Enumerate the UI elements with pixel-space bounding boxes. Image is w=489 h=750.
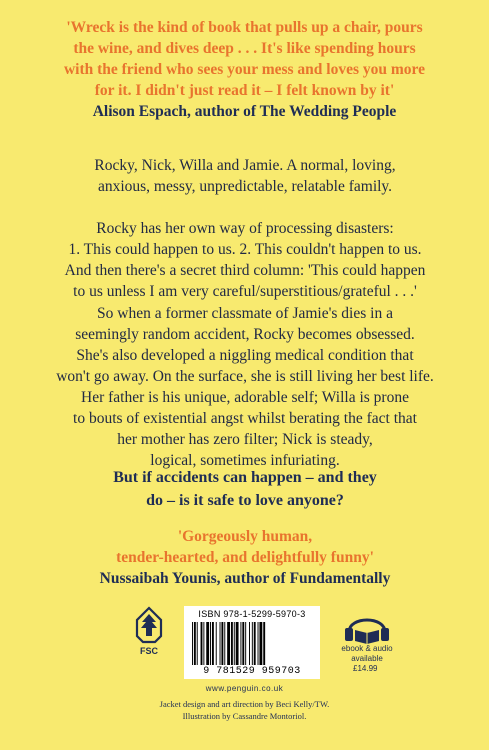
audio-label-line: available bbox=[351, 654, 383, 663]
bottom-review-quote bbox=[40, 526, 450, 589]
barcode-bar bbox=[236, 622, 239, 665]
blurb-line: 1. This could happen to us. 2. This couldn't happen to us. bbox=[68, 241, 422, 258]
blurb-line: Her father is his unique, adorable self; Willa is prone bbox=[81, 389, 409, 406]
barcode bbox=[184, 606, 320, 679]
barcode-bar bbox=[197, 622, 198, 665]
credit-line: Jacket design and art direction by Beci Kelly/TW. bbox=[159, 699, 330, 709]
barcode-bar bbox=[263, 622, 265, 665]
barcode-bar bbox=[227, 622, 230, 665]
barcode-bar bbox=[259, 622, 262, 665]
barcode-bar bbox=[231, 622, 233, 665]
barcode-bar bbox=[234, 622, 235, 665]
top-quote-author: Alison Espach, author of The Wedding People bbox=[92, 103, 397, 120]
top-quote-line-4: for it. I didn't just read it – I felt known by it' bbox=[94, 82, 395, 99]
blurb-line: Rocky, Nick, Willa and Jamie. A normal, loving, bbox=[94, 157, 396, 174]
top-review-quote bbox=[38, 17, 451, 122]
barcode-bar bbox=[216, 622, 217, 665]
barcode-bar bbox=[206, 622, 209, 665]
blurb-line: Rocky has her own way of processing disasters: bbox=[96, 220, 394, 237]
fsc-label: FSC bbox=[140, 646, 158, 656]
top-quote-line-1: 'Wreck is the kind of book that pulls up a chair, pours bbox=[66, 19, 423, 36]
tagline-line-1: But if accidents can happen – and they bbox=[113, 469, 377, 486]
barcode-bar bbox=[212, 622, 214, 665]
blurb-paragraph-3 bbox=[40, 303, 450, 471]
isbn-text: ISBN 978-1-5299-5970-3 bbox=[198, 609, 306, 619]
fsc-logo bbox=[131, 606, 167, 660]
price: £14.99 bbox=[353, 664, 378, 673]
blurb-line: seemingly random accident, Rocky becomes obsessed. bbox=[75, 326, 415, 343]
blurb-line: won't go away. On the surface, she is still living her best life. bbox=[56, 368, 434, 385]
barcode-bar bbox=[224, 622, 225, 665]
barcode-bar bbox=[254, 622, 256, 665]
blurb-line: So when a former classmate of Jamie's dies in a bbox=[97, 305, 393, 322]
barcode-bar bbox=[249, 622, 250, 665]
credits bbox=[0, 698, 489, 722]
blurb-line: to us unless I am very careful/superstitious/grateful . . .' bbox=[73, 283, 417, 300]
credit-line: Illustration by Cassandre Montoriol. bbox=[182, 711, 307, 721]
blurb-line: her mother has zero filter; Nick is steady, bbox=[117, 431, 373, 448]
barcode-bars bbox=[192, 622, 312, 665]
blurb-line: to bouts of existential angst whilst berating the fact that bbox=[73, 410, 417, 427]
barcode-bar bbox=[258, 622, 259, 665]
top-quote-line-3: with the friend who sees your mess and loves you more bbox=[63, 61, 426, 78]
bottom-quote-line-1: 'Gorgeously human, bbox=[177, 528, 313, 545]
barcode-bar bbox=[192, 622, 193, 665]
barcode-bar bbox=[201, 622, 203, 665]
publisher-website[interactable]: www.penguin.co.uk bbox=[205, 684, 284, 693]
bottom-quote-line-2: tender-hearted, and delightfully funny' bbox=[116, 549, 374, 566]
ebook-audio-badge bbox=[339, 610, 395, 685]
headphones-book-icon bbox=[339, 610, 395, 644]
audio-label-line: ebook & audio bbox=[341, 644, 393, 653]
audio-label bbox=[335, 644, 399, 664]
barcode-bar bbox=[252, 622, 253, 665]
blurb-line: She's also developed a niggling medical condition that bbox=[76, 347, 414, 364]
blurb-paragraph-1 bbox=[40, 155, 450, 197]
barcode-number: 9 781529 959703 bbox=[203, 666, 301, 677]
blurb-paragraph-2 bbox=[40, 218, 450, 302]
barcode-bar bbox=[203, 622, 204, 665]
blurb-line: anxious, messy, unpredictable, relatable family. bbox=[97, 178, 393, 195]
bottom-quote-author: Nussaibah Younis, author of Fundamentally bbox=[99, 570, 391, 587]
fsc-tree-icon bbox=[131, 606, 167, 644]
tagline-line-2: do – is it safe to love anyone? bbox=[146, 492, 344, 509]
tagline bbox=[40, 466, 450, 512]
barcode-bar bbox=[242, 622, 244, 665]
blurb-line: logical, sometimes infuriating. bbox=[150, 452, 340, 469]
barcode-bar bbox=[245, 622, 246, 665]
top-quote-line-2: the wine, and dives deep . . . It's like spending hours bbox=[73, 40, 416, 57]
barcode-bar bbox=[220, 622, 221, 665]
barcode-bar bbox=[210, 622, 211, 665]
barcode-bar bbox=[194, 622, 196, 665]
blurb-line: And then there's a secret third column: 'This could happen bbox=[64, 262, 426, 279]
barcode-bar bbox=[240, 622, 241, 665]
barcode-bar bbox=[221, 622, 223, 665]
